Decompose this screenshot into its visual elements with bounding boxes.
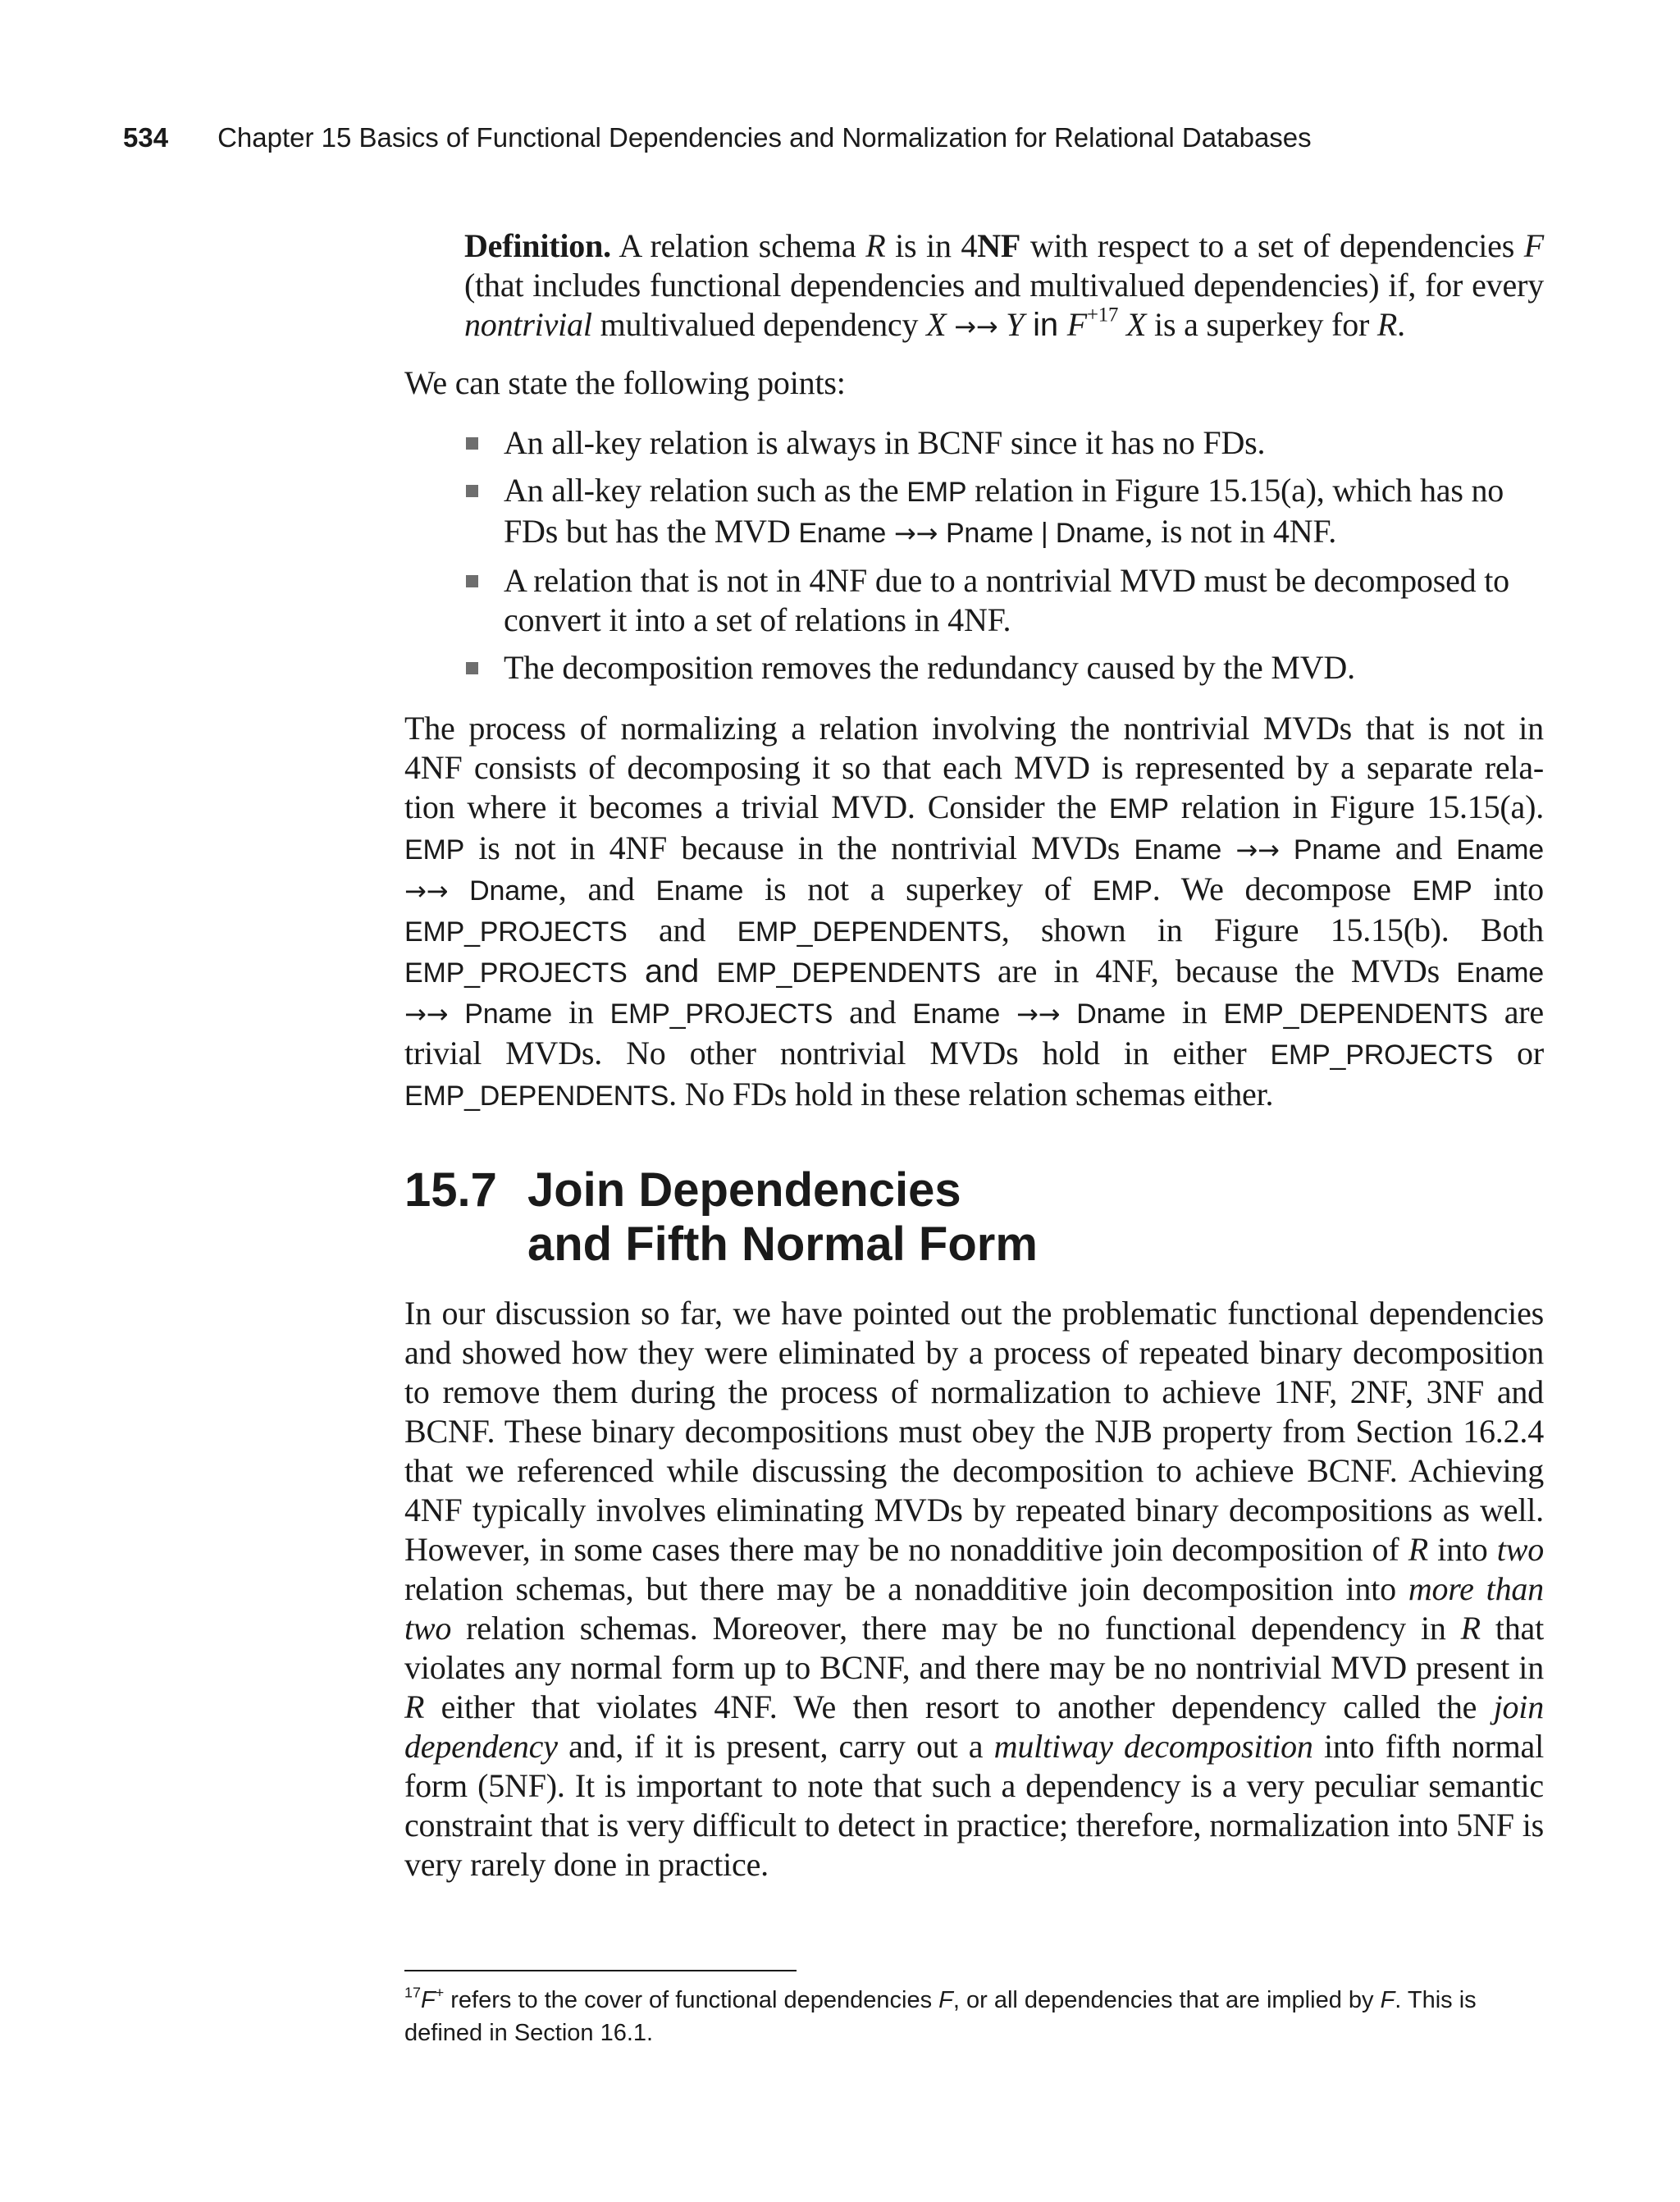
mvd-decomposition-paragraph (404, 709, 1544, 1116)
footnote-divider (404, 1970, 797, 1971)
text: is not a superkey of (743, 870, 1093, 907)
var-x: X (926, 306, 947, 343)
bullet-text: relation in Figure 15.15(a), which has no FDs but has the MVD (504, 472, 1504, 550)
text: are (1487, 994, 1544, 1030)
relation-name: EMP (1108, 793, 1169, 825)
var-f: F (938, 1987, 953, 2013)
text-line (404, 1075, 1544, 1116)
text-line (404, 993, 1544, 1034)
relation-name: EMP_PROJECTS (404, 957, 628, 989)
definition-text: with respect to a set of dependencies (1020, 227, 1524, 264)
definition-text: . (1397, 306, 1405, 343)
text-line (404, 829, 1544, 870)
text-line (404, 870, 1544, 911)
mvd-arrow-symbol: →→ (954, 311, 998, 342)
text-line (404, 1034, 1544, 1075)
text: and (833, 994, 913, 1030)
var-r: R (1376, 306, 1398, 343)
mvd-arrow-symbol: →→ (404, 998, 449, 1030)
relation-name: EMP (404, 834, 465, 866)
text: in (1165, 994, 1224, 1030)
definition-text: multivalued dependency (591, 306, 927, 343)
text: and (1381, 829, 1457, 866)
footnote-number: 17 (404, 1984, 421, 2001)
italic-two: two (1496, 1531, 1544, 1568)
attribute-name: Dname (1076, 998, 1166, 1030)
text: relation schemas. Moreover, there may be no functional dependency in (451, 1610, 1461, 1647)
var-f: F (1380, 1987, 1395, 2013)
var-r: R (1460, 1610, 1481, 1647)
nf-bold: NF (977, 227, 1021, 264)
points-intro: We can state the following points: (404, 364, 846, 401)
plus-sup: + (435, 1984, 445, 2001)
text: or (1493, 1035, 1544, 1071)
bullet-text: , is not in 4NF. (1144, 513, 1337, 550)
var-r: R (865, 227, 886, 264)
var-r: R (404, 1688, 425, 1725)
bullet-text: A relation that is not in 4NF due to a nontrivial MVD must be decomposed to convert it into a set of relations in 4NF. (504, 562, 1509, 638)
text: and, if it is present, carry out a (557, 1728, 994, 1765)
definition-block (464, 226, 1544, 346)
text: relation schemas, but there may be a nonadditive join decomposition into (404, 1570, 1408, 1607)
in-word: in (1024, 307, 1067, 343)
relation-name: EMP (1092, 875, 1153, 907)
square-bullet-icon (466, 575, 478, 587)
attribute-name: Pname (464, 998, 552, 1030)
text-line (404, 788, 1544, 829)
text: trivial MVDs. No other nontrivial MVDs hold in either (404, 1035, 1271, 1071)
term-multiway-decomposition: multiway decomposition (993, 1728, 1313, 1765)
list-item (464, 648, 1544, 688)
text: and (627, 911, 737, 948)
section-title (527, 1163, 1512, 1272)
text: is not in 4NF because in the nontrivial MVDs (464, 829, 1134, 866)
attribute-name: Ename (1456, 834, 1544, 866)
relation-name: EMP_PROJECTS (404, 916, 628, 948)
text: tion where it becomes a trivial MVD. Consider the (404, 788, 1109, 825)
footnote (404, 1984, 1544, 2049)
section-number: 15.7 (404, 1163, 497, 1217)
text: in (551, 994, 610, 1030)
text: relation in Figure 15.15(a). (1168, 788, 1544, 825)
text: In our discussion so far, we have pointed out the problematic functional dependencies and showed how they were eliminated by a process of repeated binary decomposition to remove them during the process of normalization to achieve 1NF, 2NF, 3NF and BCNF. These binary decompositions must obey the NJB property from Section 16.2.4 that we referenced while discussing the decomposition to achieve BCNF. Achieving 4NF typically involves eliminating MVDs by repeated binary decompositions as well. However, in some cases there may be no nonadditive join decomposition of (404, 1295, 1544, 1568)
term-join-dependency: join dependency (404, 1688, 1544, 1765)
text: and (627, 953, 717, 989)
mvd-arrow-symbol: →→ (893, 518, 938, 549)
var-f: F (421, 1987, 436, 2013)
bullet-text: The decomposition removes the redundancy caused by the MVD. (504, 649, 1355, 686)
mvd-arrow-symbol: →→ (1235, 834, 1280, 866)
footnote-ref: +17 (1087, 304, 1119, 327)
fifth-nf-paragraph (404, 1294, 1544, 1884)
section-title-line: Join Dependencies (527, 1163, 961, 1217)
definition-text: is in 4 (885, 227, 978, 264)
text-line (404, 911, 1544, 952)
bullet-text: An all-key relation is always in BCNF since it has no FDs. (504, 424, 1266, 461)
text: refers to the cover of functional dependencies (444, 1987, 939, 2013)
relation-name: EMP_DEPENDENTS (716, 957, 981, 989)
text: either that violates 4NF. We then resort to another dependency called the (424, 1688, 1494, 1725)
relation-name: EMP_DEPENDENTS (737, 916, 1002, 948)
text: into (1472, 870, 1544, 907)
relation-name: EMP_DEPENDENTS (1223, 998, 1488, 1030)
definition-text: (that includes functional dependencies and multivalued dependencies) if, for every (464, 267, 1544, 304)
text: , shown in Figure 15.15(b). Both (1001, 911, 1544, 948)
attribute-name: Pname | Dname (945, 518, 1145, 549)
definition-text: is a superkey for (1146, 306, 1377, 343)
text: , or all dependencies that are implied by (952, 1987, 1381, 2013)
attribute-name: Ename (798, 518, 887, 549)
text-line: The process of normalizing a relation involving the nontrivial MVDs that is not in (404, 710, 1544, 747)
page-number: 534 (123, 122, 169, 153)
definition-text: A relation schema (610, 227, 866, 264)
text: . This is defined in Section 16.1. (404, 1987, 1477, 2046)
attribute-name: Ename (912, 998, 1001, 1030)
text: into fifth normal form (5NF). It is important to note that such a dependency is a very peculiar semantic constraint that is very difficult to detect in practice; therefore, normalization into 5NF is very rarely done in practice. (404, 1728, 1544, 1883)
var-y: Y (1006, 306, 1025, 343)
square-bullet-icon (466, 437, 478, 450)
list-item (464, 561, 1544, 640)
relation-name: EMP_DEPENDENTS (404, 1080, 669, 1112)
nontrivial-italic: nontrivial (464, 306, 592, 343)
text-line: 4NF consists of decomposing it so that each MVD is represented by a separate rela- (404, 749, 1544, 786)
text: . No FDs hold in these relation schemas either. (669, 1076, 1274, 1112)
section-title-line: and Fifth Normal Form (527, 1217, 1038, 1271)
attribute-name: Ename (655, 875, 744, 907)
italic-more-than-two: more than two (404, 1570, 1544, 1647)
relation-name: EMP (1412, 875, 1472, 907)
running-header (123, 121, 1559, 154)
var-f: F (1523, 227, 1544, 264)
text: , and (558, 870, 656, 907)
text: are in 4NF, because the MVDs (980, 953, 1457, 989)
var-r: R (1408, 1531, 1428, 1568)
relation-name: EMP (906, 477, 967, 508)
mvd-arrow-symbol: →→ (1016, 998, 1061, 1030)
bullet-text: An all-key relation such as the (504, 472, 907, 509)
relation-name: EMP_PROJECTS (609, 998, 833, 1030)
list-item (464, 471, 1544, 553)
points-list (464, 423, 1544, 696)
text: that violates any normal form up to BCNF, and there may be no nontrivial MVD present in (404, 1610, 1545, 1686)
attribute-name: Dname (469, 875, 559, 907)
square-bullet-icon (466, 662, 478, 674)
attribute-name: Ename (1456, 957, 1544, 989)
var-f-plus: F (1066, 306, 1088, 343)
square-bullet-icon (466, 485, 478, 497)
var-x: X (1126, 306, 1147, 343)
text: into (1427, 1531, 1497, 1568)
mvd-arrow-symbol: →→ (404, 875, 449, 907)
relation-name: EMP_PROJECTS (1270, 1039, 1494, 1071)
attribute-name: Pname (1293, 834, 1381, 866)
text-line (404, 952, 1544, 993)
text: . We decompose (1152, 870, 1413, 907)
chapter-title: Chapter 15 Basics of Functional Dependencies and Normalization for Relational Databases (217, 122, 1312, 153)
list-item (464, 423, 1544, 463)
attribute-name: Ename (1134, 834, 1222, 866)
definition-label: Definition. (464, 227, 611, 264)
